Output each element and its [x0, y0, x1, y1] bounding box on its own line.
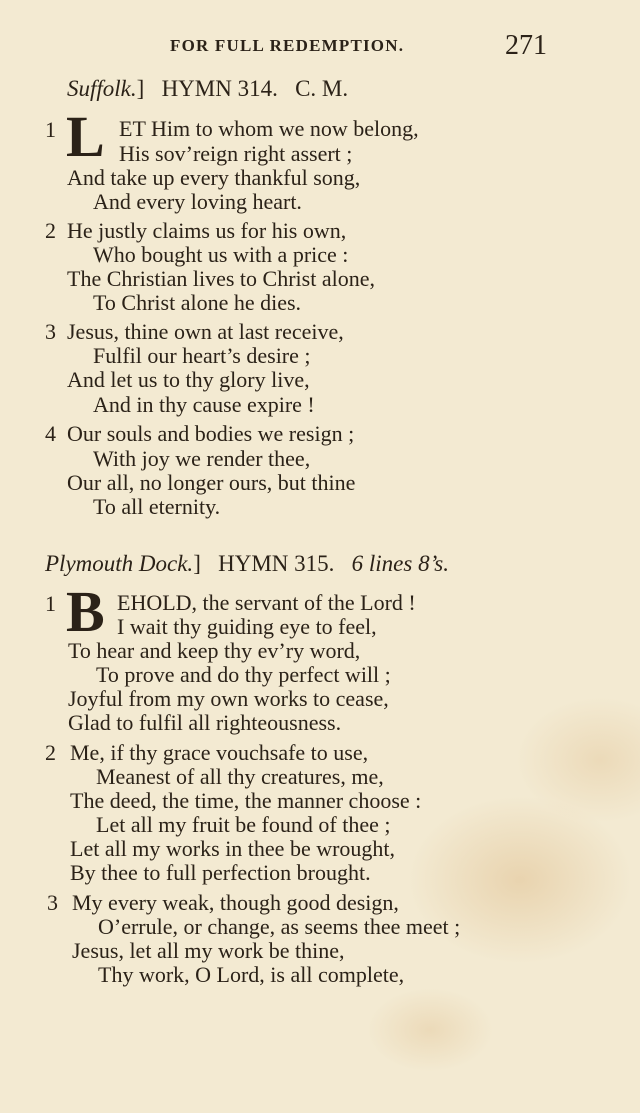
verse-number: 4: [45, 421, 56, 446]
hymn-title: HYMN 315.: [218, 551, 335, 576]
tune-name: Plymouth Dock.: [45, 551, 194, 576]
verse-number: 3: [45, 319, 56, 344]
verse-line: Meanest of all thy creatures, me,: [96, 764, 384, 789]
verse-line: Jesus, let all my work be thine,: [72, 938, 345, 963]
verse-number: 1: [45, 117, 56, 142]
verse-line: With joy we render thee,: [93, 446, 311, 471]
verse-line: O’errule, or change, as seems thee meet ;: [98, 914, 461, 939]
verse-line: To prove and do thy perfect will ;: [96, 662, 391, 687]
verse-line: And let us to thy glory live,: [67, 367, 310, 392]
verse-line: He justly claims us for his own,: [67, 218, 347, 243]
drop-cap: B: [66, 579, 105, 644]
verse-line: Glad to fulfil all righteousness.: [68, 710, 342, 735]
verse-line: Let all my works in thee be wrought,: [70, 836, 396, 861]
verse-line: His sov’reign right assert ;: [119, 141, 353, 166]
verse-line: Let all my fruit be found of thee ;: [96, 812, 391, 837]
bracket: ]: [193, 551, 201, 576]
verse-line: ET Him to whom we now belong,: [119, 116, 419, 141]
hymn-meter: 6 lines 8’s.: [351, 551, 449, 576]
verse-line: To hear and keep thy ev’ry word,: [68, 638, 361, 663]
verse-number: 3: [47, 890, 58, 915]
verse-line: Joyful from my own works to cease,: [68, 686, 389, 711]
verse-line: To all eternity.: [93, 494, 221, 519]
hymn-heading: [67, 76, 348, 102]
verse-line: Our souls and bodies we resign ;: [67, 421, 355, 446]
tune-name: Suffolk.: [67, 76, 137, 101]
verse-line: Jesus, thine own at last receive,: [67, 319, 344, 344]
verse-line: And every loving heart.: [93, 189, 302, 214]
verse-number: 1: [45, 591, 56, 616]
drop-cap: L: [66, 104, 105, 169]
hymn-title: HYMN 314.: [161, 76, 278, 101]
verse-number: 2: [45, 740, 56, 765]
hymn-heading: [45, 551, 449, 577]
page-number: 271: [505, 30, 547, 61]
bracket: ]: [136, 76, 145, 101]
verse-line: Me, if thy grace vouchsafe to use,: [70, 740, 369, 765]
verse-line: My every weak, though good design,: [72, 890, 399, 915]
verse-line: Who bought us with a price :: [93, 242, 349, 267]
verse-line: The Christian lives to Christ alone,: [67, 266, 375, 291]
verse-line: EHOLD, the servant of the Lord !: [117, 590, 416, 615]
verse-line: And take up every thankful song,: [67, 165, 361, 190]
verse-line: Thy work, O Lord, is all complete,: [98, 962, 405, 987]
verse-line: Fulfil our heart’s desire ;: [93, 343, 311, 368]
verse-line: The deed, the time, the manner choose :: [70, 788, 422, 813]
hymn-meter: C. M.: [295, 76, 349, 101]
verse-line: Our all, no longer ours, but thine: [67, 470, 356, 495]
running-head: FOR FULL REDEMPTION.: [170, 36, 405, 55]
verse-line: I wait thy guiding eye to feel,: [117, 614, 377, 639]
verse-line: By thee to full perfection brought.: [70, 860, 371, 885]
verse-line: And in thy cause expire !: [93, 392, 315, 417]
verse-line: To Christ alone he dies.: [93, 290, 302, 315]
verse-number: 2: [45, 218, 56, 243]
